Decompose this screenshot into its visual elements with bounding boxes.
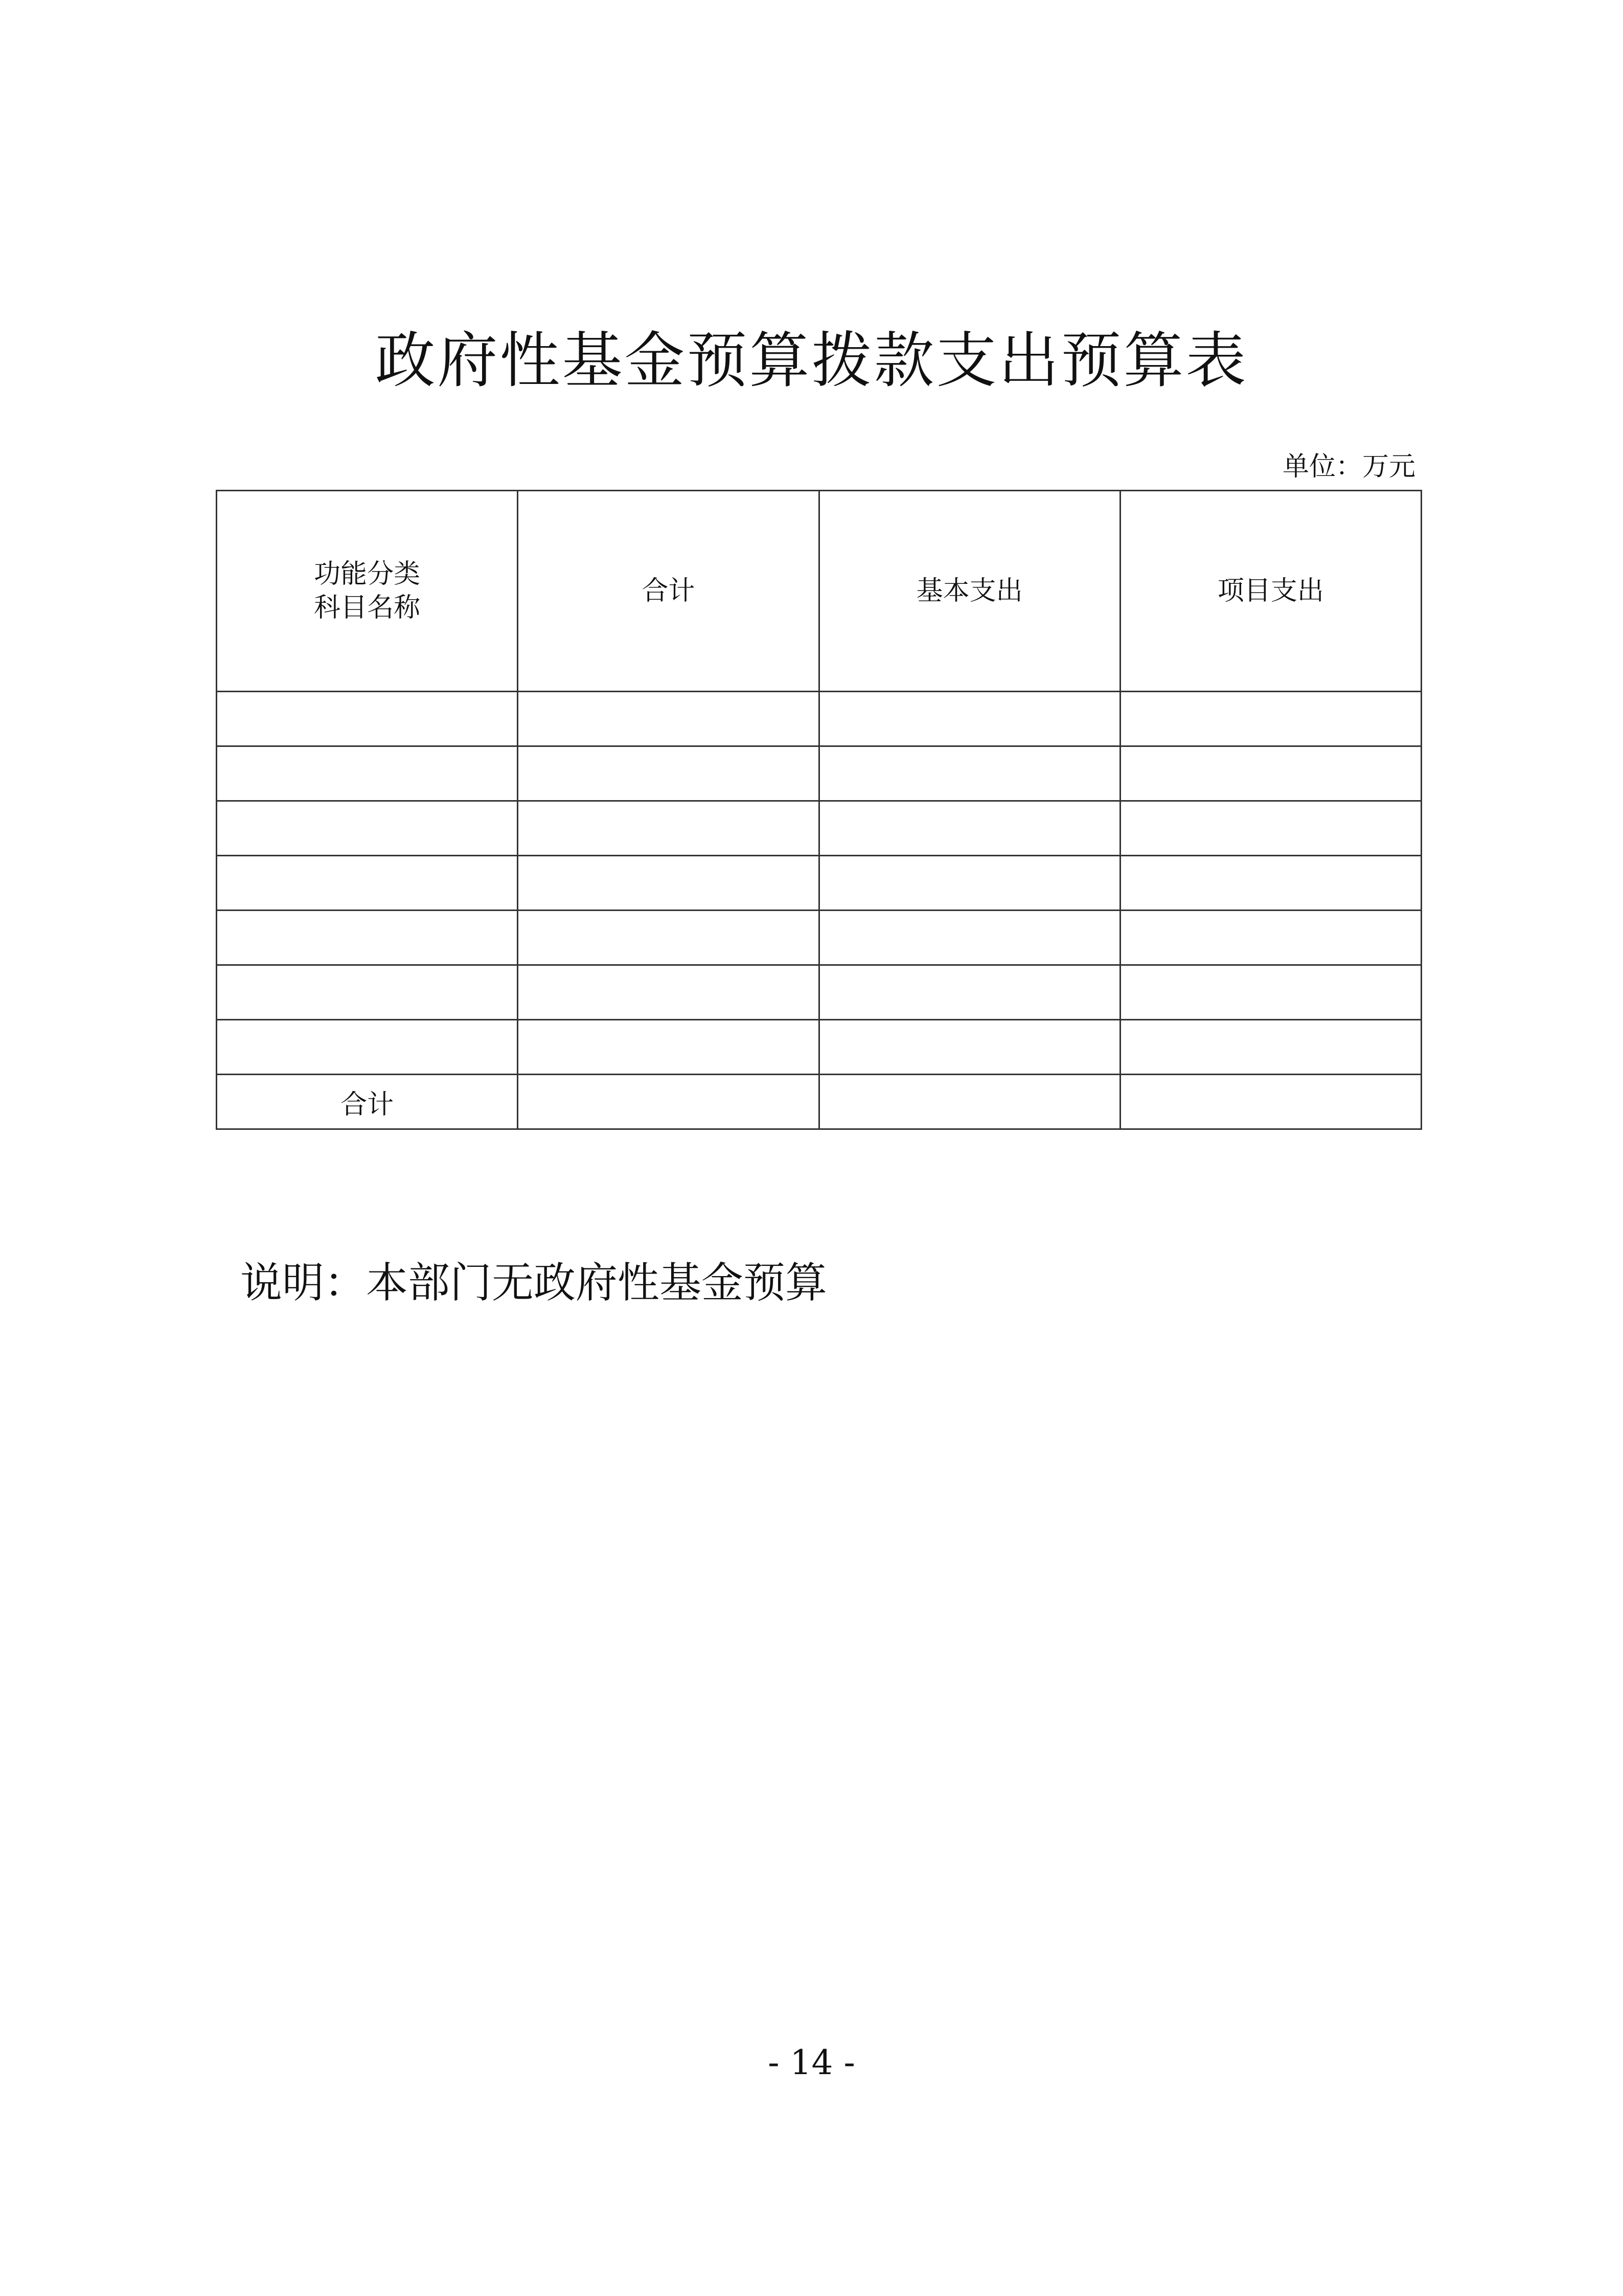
table-cell <box>1120 746 1421 801</box>
page-number: - 14 - <box>768 2043 855 2082</box>
table-cell <box>819 801 1120 856</box>
header-row <box>217 491 1422 692</box>
table-cell <box>217 692 518 746</box>
table-cell <box>1120 1075 1421 1129</box>
table-row <box>217 692 1422 746</box>
table-cell <box>819 1075 1120 1129</box>
header-cell-total <box>518 491 819 692</box>
header-cell-project-expenditure <box>1120 491 1421 692</box>
table-cell <box>1120 692 1421 746</box>
table-cell <box>819 911 1120 965</box>
table-cell <box>819 965 1120 1020</box>
table-row <box>217 746 1422 801</box>
table-cell <box>1120 856 1421 911</box>
table-cell <box>217 856 518 911</box>
budget-table <box>216 490 1422 1130</box>
table-body <box>217 692 1422 1129</box>
table-cell <box>518 1075 819 1129</box>
explanation-note: 说明：本部门无政府性基金预算 <box>240 1259 828 1307</box>
table-cell <box>217 965 518 1020</box>
table-cell <box>217 911 518 965</box>
page-title: 政府性基金预算拨款支出预算表 <box>375 325 1248 396</box>
table-cell <box>518 856 819 911</box>
table-cell <box>1120 965 1421 1020</box>
total-row <box>217 1075 1422 1129</box>
table-cell <box>518 1020 819 1075</box>
table-row <box>217 911 1422 965</box>
header-text-line2: 科目名称 <box>314 593 421 623</box>
table-cell <box>1120 1020 1421 1075</box>
total-row-label: 合计 <box>217 1075 518 1129</box>
table-row <box>217 965 1422 1020</box>
header-text: 基本支出 <box>916 576 1023 606</box>
header-text-line1: 功能分类 <box>314 559 421 589</box>
table-header <box>217 491 1422 692</box>
table-row <box>217 1020 1422 1075</box>
table-cell <box>217 1020 518 1075</box>
table-cell <box>518 965 819 1020</box>
header-text: 合计 <box>642 576 695 606</box>
header-text: 项目支出 <box>1217 576 1324 606</box>
table-cell <box>217 801 518 856</box>
table-cell <box>518 801 819 856</box>
table-cell <box>819 856 1120 911</box>
table-cell <box>819 1020 1120 1075</box>
header-cell-subject-name <box>217 491 518 692</box>
table-cell <box>518 911 819 965</box>
table-cell <box>1120 911 1421 965</box>
header-cell-basic-expenditure <box>819 491 1120 692</box>
table-cell <box>1120 801 1421 856</box>
table-row <box>217 856 1422 911</box>
table-cell <box>518 692 819 746</box>
table-cell <box>217 746 518 801</box>
table-cell <box>819 746 1120 801</box>
unit-label: 单位：万元 <box>1282 451 1415 482</box>
table-cell <box>518 746 819 801</box>
table-row <box>217 801 1422 856</box>
table-cell <box>819 692 1120 746</box>
